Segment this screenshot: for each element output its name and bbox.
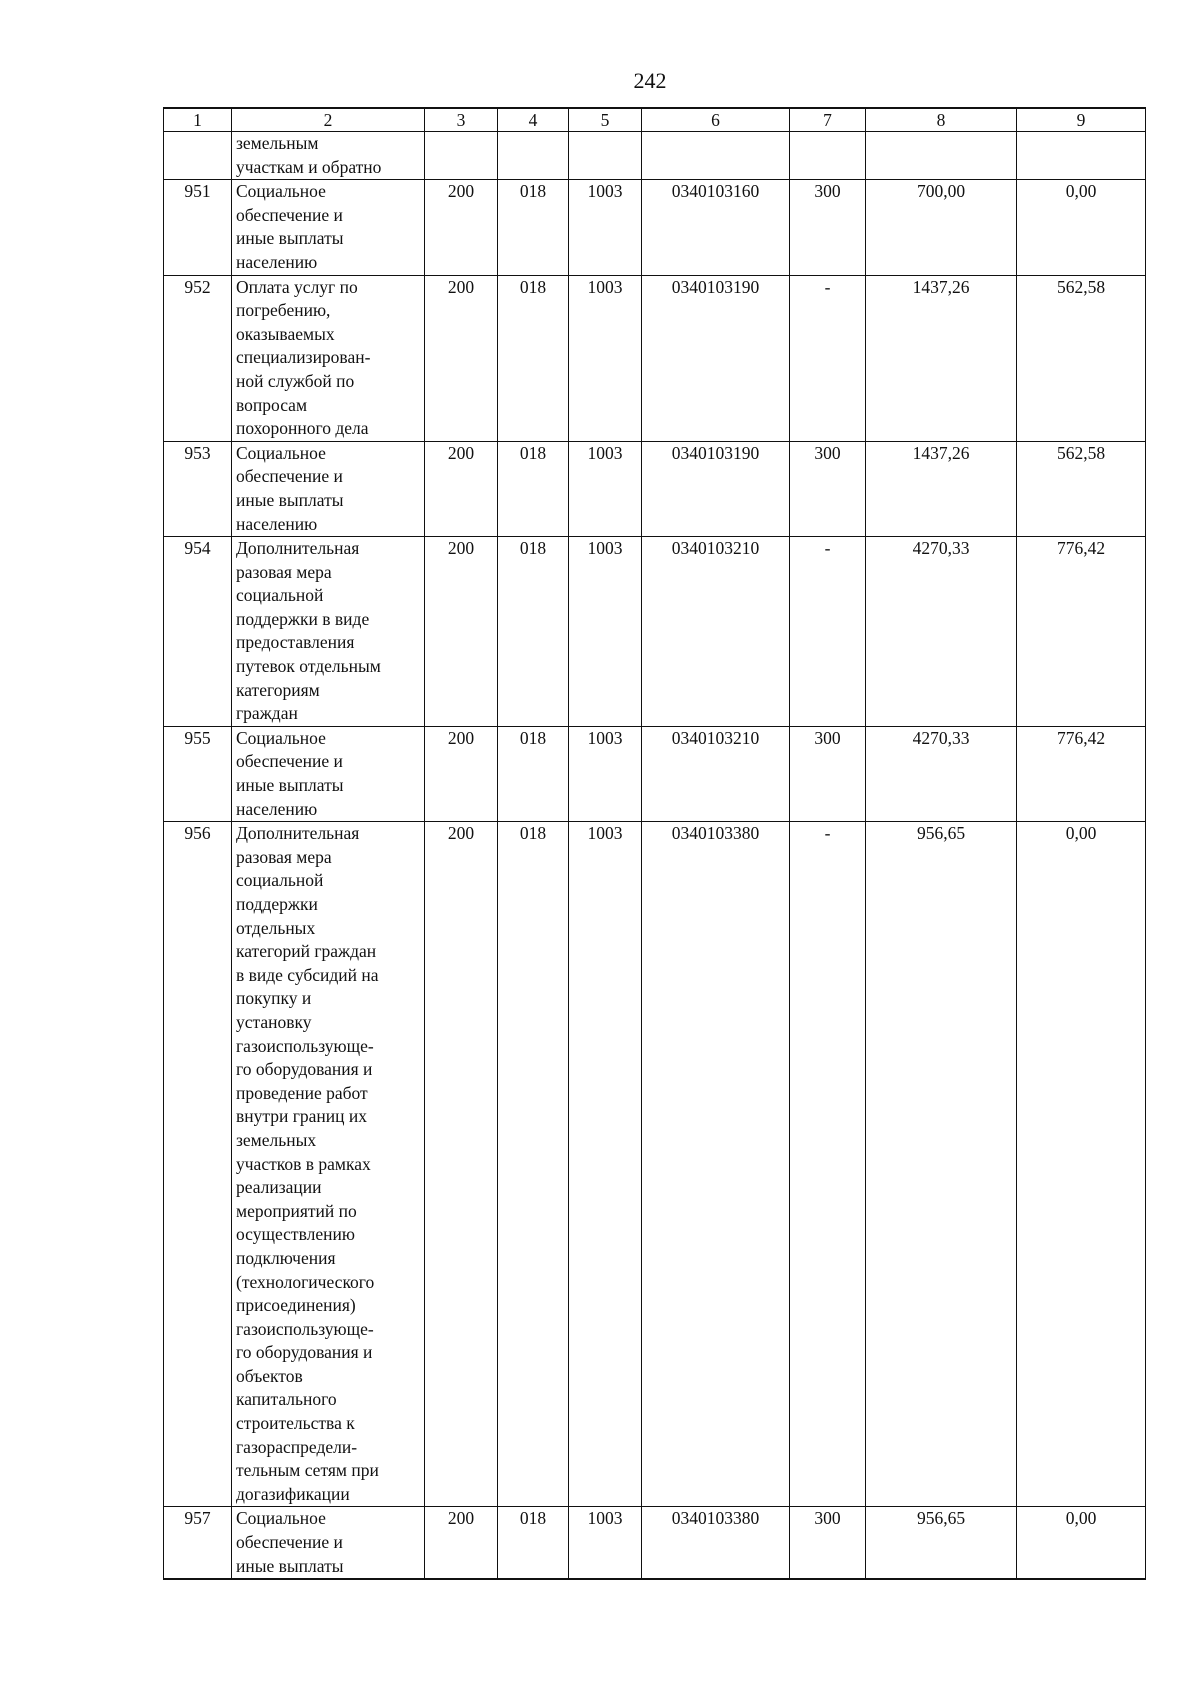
- table-row: [164, 132, 1146, 180]
- cell-amount-col9: 0,00: [1017, 180, 1146, 275]
- cell-amount-col9: 562,58: [1017, 275, 1146, 441]
- cell-col5: 1003: [569, 180, 642, 275]
- cell-col5: 1003: [569, 441, 642, 536]
- cell-col3: 200: [425, 822, 498, 1507]
- cell-col4: 018: [498, 726, 569, 821]
- cell-amount-col9: 0,00: [1017, 1507, 1146, 1579]
- column-header: 6: [642, 108, 790, 132]
- row-name: Социальное обеспечение и иные выплаты населению: [232, 441, 425, 536]
- cell-col4: 018: [498, 275, 569, 441]
- cell-amount-col8: 956,65: [866, 1507, 1017, 1579]
- column-header: 3: [425, 108, 498, 132]
- row-name: Дополнительная разовая мера социальной поддержки отдельных категорий граждан в виде субсидий на покупку и установку газоиспользующе- го оборудования и проведение работ внутри границ их земельных участков в рамках реализации мероприятий по осуществлению подключения (технологического присоединения) газоиспользующе- го оборудования и объектов капитального строительства к газораспредели- тельным сетям при догазификации: [232, 822, 425, 1507]
- cell-col5: 1003: [569, 537, 642, 727]
- cell-col6: 0340103380: [642, 822, 790, 1507]
- cell-col6: 0340103210: [642, 726, 790, 821]
- budget-table: [163, 107, 1146, 1580]
- cell-col5: [569, 132, 642, 180]
- row-name: Дополнительная разовая мера социальной поддержки в виде предоставления путевок отдельным категориям граждан: [232, 537, 425, 727]
- cell-col7: 300: [790, 1507, 866, 1579]
- cell-col5: 1003: [569, 275, 642, 441]
- cell-col3: 200: [425, 441, 498, 536]
- row-number: [164, 132, 232, 180]
- cell-amount-col9: 776,42: [1017, 726, 1146, 821]
- cell-amount-col8: 4270,33: [866, 726, 1017, 821]
- cell-col4: 018: [498, 822, 569, 1507]
- cell-amount-col9: [1017, 132, 1146, 180]
- column-header: 7: [790, 108, 866, 132]
- table-row: [164, 180, 1146, 275]
- row-name: земельным участкам и обратно: [232, 132, 425, 180]
- row-name: Социальное обеспечение и иные выплаты: [232, 1507, 425, 1579]
- cell-col4: [498, 132, 569, 180]
- cell-col7: [790, 132, 866, 180]
- cell-col7: 300: [790, 441, 866, 536]
- cell-col3: 200: [425, 537, 498, 727]
- column-header: 5: [569, 108, 642, 132]
- column-header: 9: [1017, 108, 1146, 132]
- cell-col6: 0340103160: [642, 180, 790, 275]
- column-header: 2: [232, 108, 425, 132]
- table-row: [164, 275, 1146, 441]
- cell-col3: 200: [425, 275, 498, 441]
- cell-col6: 0340103380: [642, 1507, 790, 1579]
- row-name: Социальное обеспечение и иные выплаты населению: [232, 726, 425, 821]
- cell-col7: -: [790, 822, 866, 1507]
- cell-col4: 018: [498, 441, 569, 536]
- row-number: 953: [164, 441, 232, 536]
- cell-col7: 300: [790, 180, 866, 275]
- row-name: Оплата услуг по погребению, оказываемых специализирован- ной службой по вопросам похоронного дела: [232, 275, 425, 441]
- row-number: 956: [164, 822, 232, 1507]
- cell-amount-col8: 700,00: [866, 180, 1017, 275]
- cell-amount-col9: 0,00: [1017, 822, 1146, 1507]
- cell-amount-col8: 1437,26: [866, 441, 1017, 536]
- table-row: [164, 822, 1146, 1507]
- cell-col6: 0340103190: [642, 275, 790, 441]
- table-row: [164, 726, 1146, 821]
- cell-amount-col8: 956,65: [866, 822, 1017, 1507]
- cell-amount-col8: 1437,26: [866, 275, 1017, 441]
- cell-col4: 018: [498, 180, 569, 275]
- row-number: 952: [164, 275, 232, 441]
- row-number: 954: [164, 537, 232, 727]
- cell-col4: 018: [498, 1507, 569, 1579]
- cell-col7: 300: [790, 726, 866, 821]
- cell-col3: 200: [425, 180, 498, 275]
- cell-col5: 1003: [569, 1507, 642, 1579]
- row-name: Социальное обеспечение и иные выплаты населению: [232, 180, 425, 275]
- page-number: 242: [633, 68, 667, 93]
- row-number: 957: [164, 1507, 232, 1579]
- cell-amount-col9: 776,42: [1017, 537, 1146, 727]
- row-number: 951: [164, 180, 232, 275]
- header-row: [164, 108, 1146, 132]
- cell-col5: 1003: [569, 726, 642, 821]
- table-row: [164, 1507, 1146, 1579]
- table-row: [164, 441, 1146, 536]
- column-header: 8: [866, 108, 1017, 132]
- cell-col3: 200: [425, 726, 498, 821]
- cell-col3: 200: [425, 1507, 498, 1579]
- cell-col6: [642, 132, 790, 180]
- cell-col3: [425, 132, 498, 180]
- cell-amount-col9: 562,58: [1017, 441, 1146, 536]
- cell-amount-col8: 4270,33: [866, 537, 1017, 727]
- cell-col4: 018: [498, 537, 569, 727]
- column-header: 1: [164, 108, 232, 132]
- cell-col6: 0340103190: [642, 441, 790, 536]
- cell-col6: 0340103210: [642, 537, 790, 727]
- cell-amount-col8: [866, 132, 1017, 180]
- column-header: 4: [498, 108, 569, 132]
- cell-col7: -: [790, 537, 866, 727]
- table-row: [164, 537, 1146, 727]
- cell-col5: 1003: [569, 822, 642, 1507]
- row-number: 955: [164, 726, 232, 821]
- cell-col7: -: [790, 275, 866, 441]
